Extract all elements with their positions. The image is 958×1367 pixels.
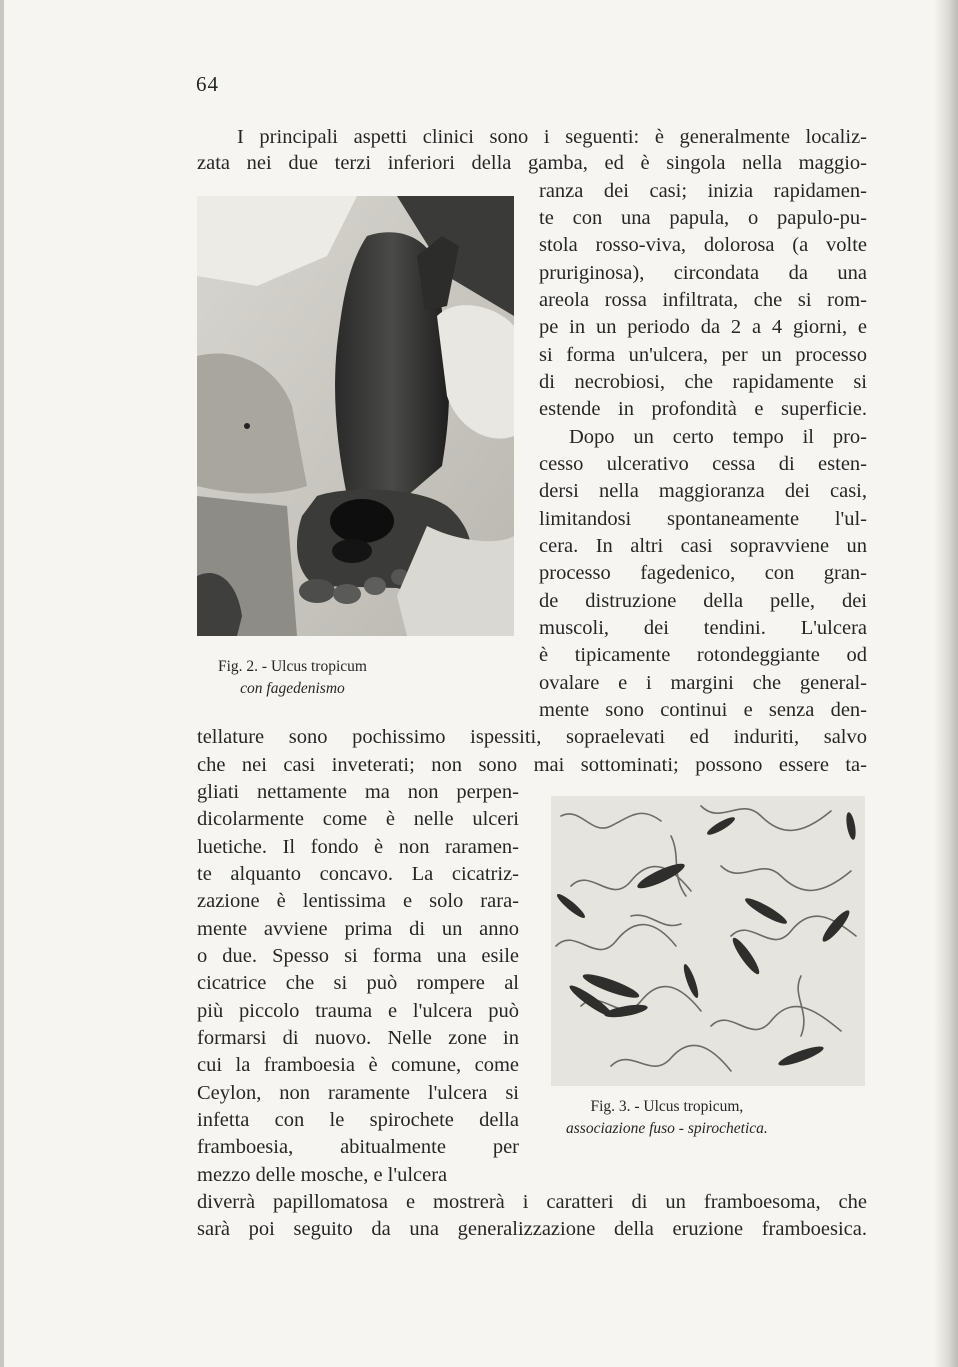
text-line: che nei casi inveterati; non sono mai sottominati; possono essere ta- xyxy=(197,754,867,776)
leg-ulcer-photo-illustration xyxy=(197,196,514,636)
text-line: cui la framboesia è comune, come xyxy=(197,1054,519,1076)
text-line: cesso ulcerativo cessa di esten- xyxy=(539,453,867,475)
page-number: 64 xyxy=(196,72,219,96)
text-line: areola rossa infiltrata, che si rom- xyxy=(539,289,867,311)
text-line: cera. In altri casi sopravviene un xyxy=(539,535,867,557)
text-line: pe in un periodo da 2 a 4 giorni, e xyxy=(539,316,867,338)
text-line: più piccolo trauma e l'ulcera può xyxy=(197,1000,519,1022)
text-line: si forma un'ulcera, per un processo xyxy=(539,344,867,366)
text-line: muscoli, dei tendini. L'ulcera xyxy=(539,617,867,639)
figure-2-caption xyxy=(218,656,367,700)
text-line: Ceylon, non raramente l'ulcera si xyxy=(197,1082,519,1104)
text-line: zata nei due terzi inferiori della gamba, ed è singola nella maggio- xyxy=(197,152,867,174)
text-line: tellature sono pochissimo ispessiti, sopraelevati ed induriti, salvo xyxy=(197,726,867,748)
figure-2-caption-italic: con fagedenismo xyxy=(240,680,345,697)
text-line: dersi nella maggioranza dei casi, xyxy=(539,480,867,502)
figure-2-photo xyxy=(197,196,514,636)
page-edge-shadow xyxy=(934,0,958,1367)
figure-2-caption-label: Fig. 2. - Ulcus tropicum xyxy=(218,658,367,675)
binding-edge xyxy=(0,0,4,1367)
text-line: sarà poi seguito da una generalizzazione della eruzione framboesica. xyxy=(197,1218,867,1240)
text-line: formarsi di nuovo. Nelle zone in xyxy=(197,1027,519,1049)
text-line: luetiche. Il fondo è non raramen- xyxy=(197,836,519,858)
text-line: mente sono continui e senza den- xyxy=(539,699,867,721)
text-line: estende in profondità e superficie. xyxy=(539,398,867,420)
text-line: te con una papula, o papulo-pu- xyxy=(539,207,867,229)
figure-3-caption-label: Fig. 3. - Ulcus tropicum, xyxy=(590,1098,744,1115)
text-line: te alquanto concavo. La cicatriz- xyxy=(197,863,519,885)
text-line: mezzo delle mosche, e l'ulcera xyxy=(197,1164,448,1186)
figure-3-caption-italic: associazione fuso - spirochetica. xyxy=(566,1120,768,1137)
text-line: pruriginosa), circondata da una xyxy=(539,262,867,284)
text-line: diverrà papillomatosa e mostrerà i caratteri di un framboesoma, che xyxy=(197,1191,867,1213)
text-line: Dopo un certo tempo il pro- xyxy=(569,426,867,448)
text-line: gliati nettamente ma non perpen- xyxy=(197,781,519,803)
text-line: limitandosi spontaneamente l'ul- xyxy=(539,508,867,530)
text-line: dicolarmente come è nelle ulceri xyxy=(197,808,519,830)
text-line: I principali aspetti clinici sono i seguenti: è generalmente localiz- xyxy=(237,126,867,148)
text-line: ranza dei casi; inizia rapidamen- xyxy=(539,180,867,202)
text-line: infetta con le spirochete della xyxy=(197,1109,519,1131)
text-line: processo fagedenico, con gran- xyxy=(539,562,867,584)
text-line: o due. Spesso si forma una esile xyxy=(197,945,519,967)
text-line: di necrobiosi, che rapidamente si xyxy=(539,371,867,393)
text-line: mente avviene prima di un anno xyxy=(197,918,519,940)
figure-3-micrograph xyxy=(551,796,865,1086)
text-line: framboesia, abitualmente per xyxy=(197,1136,519,1158)
text-line: stola rosso-viva, dolorosa (a volte xyxy=(539,234,867,256)
text-line: zazione è lentissima e solo rara- xyxy=(197,890,519,912)
text-line: è tipicamente rotondeggiante od xyxy=(539,644,867,666)
text-line: de distruzione della pelle, dei xyxy=(539,590,867,612)
text-line: cicatrice che si può rompere al xyxy=(197,972,519,994)
figure-3-caption xyxy=(566,1096,768,1140)
micrograph-illustration xyxy=(551,796,865,1086)
text-line: ovalare e i margini che general- xyxy=(539,672,867,694)
